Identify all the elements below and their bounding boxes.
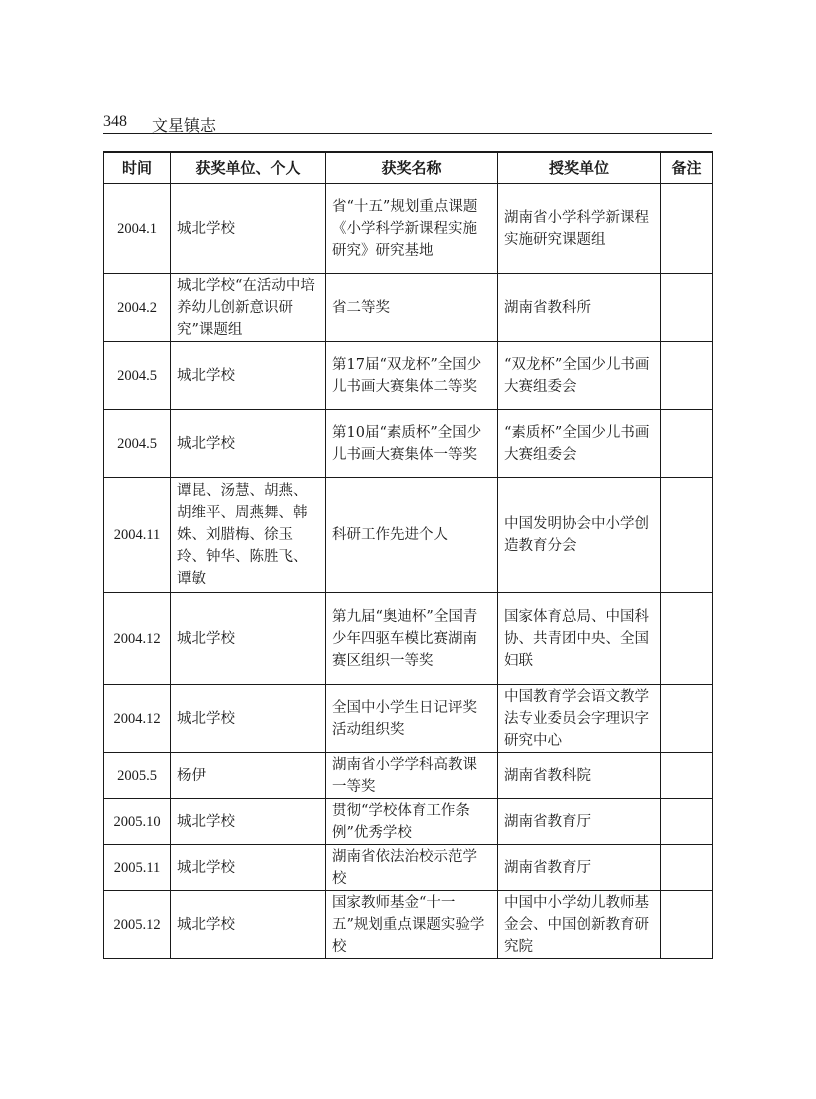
- cell-winner: 杨伊: [171, 753, 326, 799]
- table-row: [104, 845, 713, 891]
- column-header-award: 获奖名称: [326, 152, 498, 184]
- cell-grantor: 中国中小学幼儿教师基金会、中国创新教育研究院: [498, 891, 661, 959]
- column-header-winner: 获奖单位、个人: [171, 152, 326, 184]
- cell-winner: 城北学校: [171, 342, 326, 410]
- cell-award: 省二等奖: [326, 274, 498, 342]
- cell-winner: 谭昆、汤慧、胡燕、胡维平、周燕舞、韩姝、刘腊梅、徐玉玲、钟华、陈胜飞、谭敏: [171, 478, 326, 593]
- column-header-note: 备注: [661, 152, 713, 184]
- cell-note: [661, 593, 713, 685]
- table-row: [104, 685, 713, 753]
- cell-winner: 城北学校“在活动中培养幼儿创新意识研究”课题组: [171, 274, 326, 342]
- cell-award: 湖南省依法治校示范学校: [326, 845, 498, 891]
- cell-winner: 城北学校: [171, 845, 326, 891]
- cell-grantor: 湖南省教科所: [498, 274, 661, 342]
- cell-grantor: “素质杯”全国少儿书画大赛组委会: [498, 410, 661, 478]
- cell-award: 第九届“奥迪杯”全国青少年四驱车模比赛湖南赛区组织一等奖: [326, 593, 498, 685]
- table-row: [104, 342, 713, 410]
- cell-grantor: 国家体育总局、中国科协、共青团中央、全国妇联: [498, 593, 661, 685]
- cell-grantor: 湖南省教育厅: [498, 799, 661, 845]
- cell-grantor: 中国教育学会语文教学法专业委员会字理识字研究中心: [498, 685, 661, 753]
- page-header: [103, 113, 712, 135]
- cell-note: [661, 478, 713, 593]
- cell-time: 2005.5: [104, 753, 171, 799]
- cell-award: 省“十五”规划重点课题《小学科学新课程实施研究》研究基地: [326, 184, 498, 274]
- column-header-time: 时间: [104, 152, 171, 184]
- cell-note: [661, 685, 713, 753]
- cell-award: 贯彻“学校体育工作条例”优秀学校: [326, 799, 498, 845]
- awards-table: [103, 151, 713, 959]
- cell-note: [661, 891, 713, 959]
- cell-time: 2004.2: [104, 274, 171, 342]
- cell-note: [661, 753, 713, 799]
- table-row: [104, 274, 713, 342]
- table-row: [104, 593, 713, 685]
- cell-winner: 城北学校: [171, 410, 326, 478]
- cell-grantor: 湖南省小学科学新课程实施研究课题组: [498, 184, 661, 274]
- cell-note: [661, 342, 713, 410]
- cell-time: 2005.12: [104, 891, 171, 959]
- cell-grantor: 湖南省教科院: [498, 753, 661, 799]
- table-row: [104, 478, 713, 593]
- cell-time: 2005.11: [104, 845, 171, 891]
- cell-time: 2004.1: [104, 184, 171, 274]
- table-row: [104, 410, 713, 478]
- column-header-grantor: 授奖单位: [498, 152, 661, 184]
- cell-time: 2004.5: [104, 410, 171, 478]
- cell-note: [661, 274, 713, 342]
- cell-grantor: 湖南省教育厅: [498, 845, 661, 891]
- cell-winner: 城北学校: [171, 799, 326, 845]
- table-header-row: [104, 152, 713, 184]
- cell-award: 科研工作先进个人: [326, 478, 498, 593]
- cell-winner: 城北学校: [171, 685, 326, 753]
- cell-winner: 城北学校: [171, 184, 326, 274]
- cell-time: 2004.12: [104, 593, 171, 685]
- table-row: [104, 184, 713, 274]
- table-row: [104, 753, 713, 799]
- cell-award: 第10届“素质杯”全国少儿书画大赛集体一等奖: [326, 410, 498, 478]
- cell-note: [661, 799, 713, 845]
- cell-time: 2005.10: [104, 799, 171, 845]
- cell-grantor: “双龙杯”全国少儿书画大赛组委会: [498, 342, 661, 410]
- table-row: [104, 891, 713, 959]
- cell-note: [661, 845, 713, 891]
- table-row: [104, 799, 713, 845]
- cell-award: 全国中小学生日记评奖活动组织奖: [326, 685, 498, 753]
- cell-time: 2004.11: [104, 478, 171, 593]
- cell-grantor: 中国发明协会中小学创造教育分会: [498, 478, 661, 593]
- cell-time: 2004.12: [104, 685, 171, 753]
- cell-note: [661, 184, 713, 274]
- cell-award: 国家教师基金“十一五”规划重点课题实验学校: [326, 891, 498, 959]
- cell-winner: 城北学校: [171, 891, 326, 959]
- cell-award: 第17届“双龙杯”全国少儿书画大赛集体二等奖: [326, 342, 498, 410]
- cell-award: 湖南省小学学科高教课一等奖: [326, 753, 498, 799]
- book-title: 文星镇志: [152, 116, 217, 135]
- header-rule: [103, 133, 712, 134]
- cell-note: [661, 410, 713, 478]
- cell-time: 2004.5: [104, 342, 171, 410]
- page-number: 348: [103, 113, 127, 130]
- cell-winner: 城北学校: [171, 593, 326, 685]
